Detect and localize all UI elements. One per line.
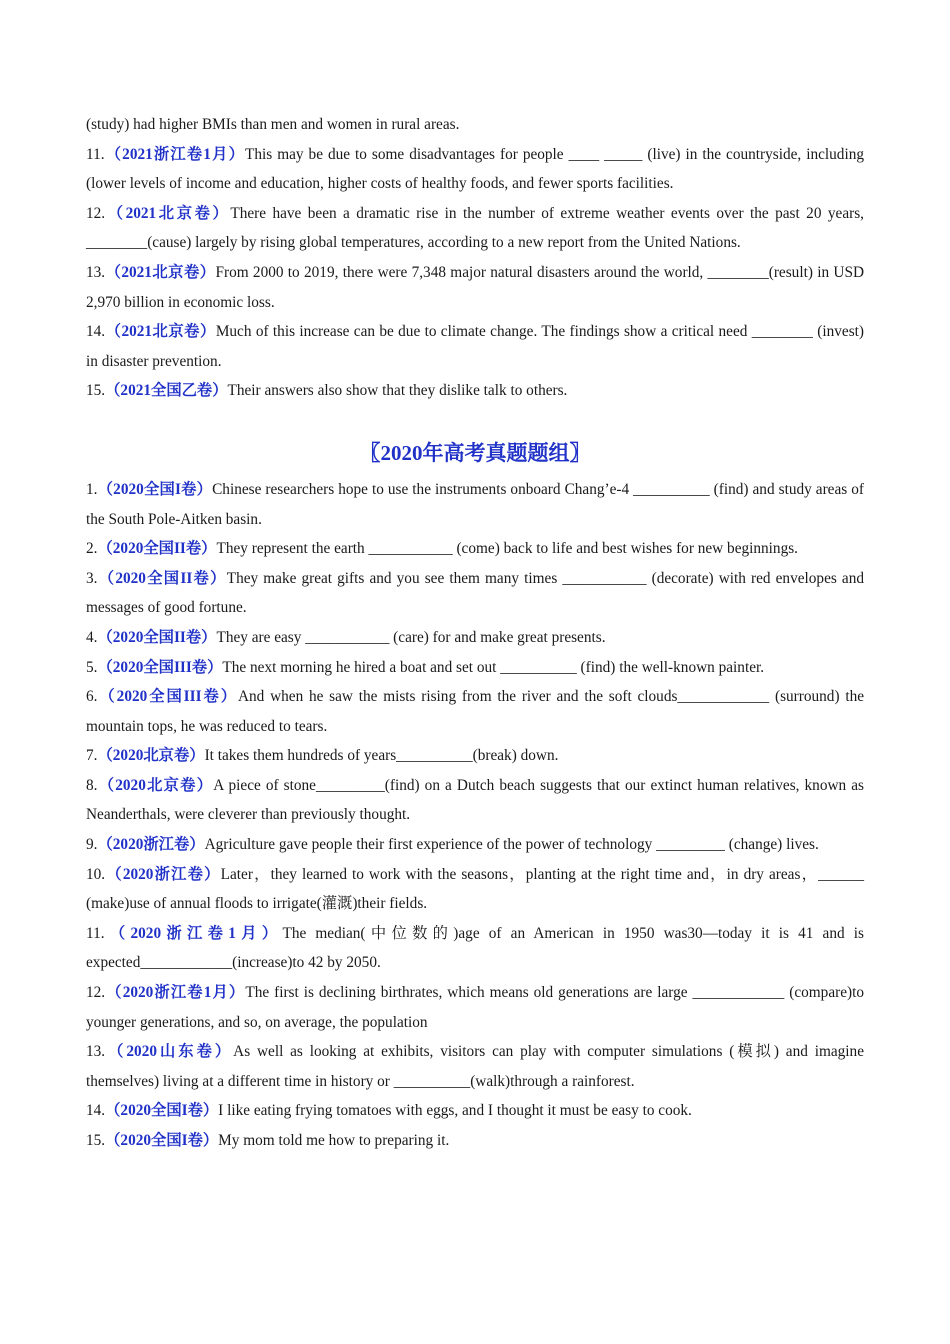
question-2020-15 xyxy=(86,1126,864,1156)
question-number: 3. xyxy=(86,569,98,587)
question-number: 14. xyxy=(86,323,106,341)
question-2021-13 xyxy=(86,258,864,317)
question-2021-15 xyxy=(86,376,864,406)
question-number: 10. xyxy=(86,865,106,883)
question-number: 15. xyxy=(86,382,106,400)
question-text: A piece of stone_________(find) on a Dutch beach suggests that our extinct human relatives, known as Neanderthals, were cleverer than previously thought. xyxy=(86,776,864,824)
question-2020-8 xyxy=(86,771,864,830)
page-content xyxy=(86,110,864,1156)
source-tag: （2020全国II卷） xyxy=(97,569,227,587)
question-2020-5 xyxy=(86,653,864,683)
question-text: They represent the earth ___________ (come) back to life and best wishes for new beginnings. xyxy=(216,540,799,558)
question-number: 8. xyxy=(86,776,98,794)
source-tag: （2020浙江卷） xyxy=(97,836,205,854)
question-number: 1. xyxy=(86,480,98,498)
question-2020-13 xyxy=(86,1037,864,1096)
question-2020-10 xyxy=(86,860,864,919)
question-text: Their answers also show that they dislike talk to others. xyxy=(227,382,568,400)
source-tag: （2020山东卷） xyxy=(105,1043,234,1061)
question-2020-9 xyxy=(86,830,864,860)
question-text: Chinese researchers hope to use the instruments onboard Chang’e-4 __________ (find) and study areas of the South Pole-Aitken basin. xyxy=(86,480,864,528)
source-tag: （2020北京卷） xyxy=(97,747,205,765)
group-2020 xyxy=(86,475,864,1156)
question-number: 11. xyxy=(86,924,105,942)
question-number: 13. xyxy=(86,263,106,281)
question-2020-12 xyxy=(86,978,864,1037)
source-tag: （2020全国III卷） xyxy=(97,658,223,676)
question-number: 12. xyxy=(86,984,106,1002)
question-2021-11 xyxy=(86,140,864,199)
section-title: 〖2020年高考真题题组〗 xyxy=(359,440,591,465)
question-text: There have been a dramatic rise in the number of extreme weather events over the past 20 years, ________(cause) largely by rising global temperatures, according to a new report from the United Nations. xyxy=(86,204,864,252)
question-2021-12 xyxy=(86,199,864,258)
question-number: 12. xyxy=(86,204,106,222)
question-text: Much of this increase can be due to climate change. The findings show a critical need ________ (invest) in disaster prevention. xyxy=(86,323,864,370)
question-2021-14 xyxy=(86,317,864,376)
question-number: 5. xyxy=(86,658,98,676)
source-tag: （2021北京卷） xyxy=(105,323,216,341)
question-number: 15. xyxy=(86,1132,106,1149)
source-tag: （2021浙江卷1月） xyxy=(104,145,246,163)
question-number: 11. xyxy=(86,145,105,163)
question-2020-6 xyxy=(86,682,864,741)
question-text: The median(中位数的)age of an American in 1950 was30—today it is 41 and is expected____________(increase)to 42 by 2050. xyxy=(86,924,864,972)
source-tag: （2020全国I卷） xyxy=(105,1102,219,1120)
question-2020-11 xyxy=(86,919,864,978)
source-tag: （2021北京卷） xyxy=(105,263,216,281)
question-text: From 2000 to 2019, there were 7,348 major natural disasters around the world, ________(result) in USD 2,970 billion in economic loss. xyxy=(86,263,864,311)
question-number: 4. xyxy=(86,628,98,646)
question-2020-2 xyxy=(86,534,864,564)
source-tag: （2020全国III卷） xyxy=(97,688,238,706)
question-text: The next morning he hired a boat and set out __________ (find) the well-known painter. xyxy=(222,658,765,676)
question-text: I like eating frying tomatoes with eggs, and I thought it must be easy to cook. xyxy=(218,1102,692,1120)
source-tag: （2020浙江卷1月） xyxy=(104,924,283,942)
source-tag: （2021北京卷） xyxy=(105,204,231,222)
question-number: 2. xyxy=(86,540,98,558)
question-text: The first is declining birthrates, which means old generations are large ____________ (compare)to younger generations, and so, on average, the population xyxy=(86,984,864,1031)
question-text: As well as looking at exhibits, visitors can play with computer simulations (模拟) and imagine themselves) living at a different time in history or __________(walk)through a rainforest. xyxy=(86,1043,864,1090)
source-tag: （2020全国II卷） xyxy=(97,628,217,646)
question-text: And when he saw the mists rising from the river and the soft clouds____________ (surround) the mountain tops, he was reduced to tears. xyxy=(86,688,865,735)
question-2020-4 xyxy=(86,623,864,653)
group-2021 xyxy=(86,140,864,406)
source-tag: （2020全国I卷） xyxy=(105,1132,219,1149)
question-2020-7 xyxy=(86,741,864,771)
question-text: This may be due to some disadvantages for people ____ _____ (live) in the countryside, including (lower levels of income and education, higher costs of healthy foods, and fewer sports facilities. xyxy=(86,145,865,193)
question-number: 13. xyxy=(86,1043,106,1061)
source-tag: （2021全国乙卷） xyxy=(105,382,228,400)
question-text: They make great gifts and you see them many times ___________ (decorate) with red envelopes and messages of good fortune. xyxy=(86,569,864,617)
question-text: Agriculture gave people their first experience of the power of technology _________ (change) lives. xyxy=(204,836,819,854)
source-tag: （2020全国II卷） xyxy=(97,540,217,558)
question-2020-1 xyxy=(86,475,864,534)
question-number: 7. xyxy=(86,747,98,765)
source-tag: （2020浙江卷） xyxy=(105,865,221,883)
question-text: They are easy ___________ (care) for and make great presents. xyxy=(216,628,606,646)
continued-line: (study) had higher BMIs than men and women in rural areas. xyxy=(86,116,460,133)
question-text: It takes them hundreds of years__________(break) down. xyxy=(204,747,559,765)
question-2020-14 xyxy=(86,1096,864,1126)
question-number: 14. xyxy=(86,1102,106,1120)
question-number: 9. xyxy=(86,836,98,854)
question-text: Later，they learned to work with the seasons，planting at the right time and，in dry areas，______ (make)use of annual floods to irrigate(灌溉)their fields. xyxy=(86,865,864,913)
source-tag: （2020浙江卷1月） xyxy=(105,984,246,1002)
question-2020-3 xyxy=(86,564,864,623)
source-tag: （2020北京卷） xyxy=(97,776,214,794)
question-text: My mom told me how to preparing it. xyxy=(218,1132,450,1149)
question-number: 6. xyxy=(86,688,98,706)
source-tag: （2020全国I卷） xyxy=(97,480,213,498)
